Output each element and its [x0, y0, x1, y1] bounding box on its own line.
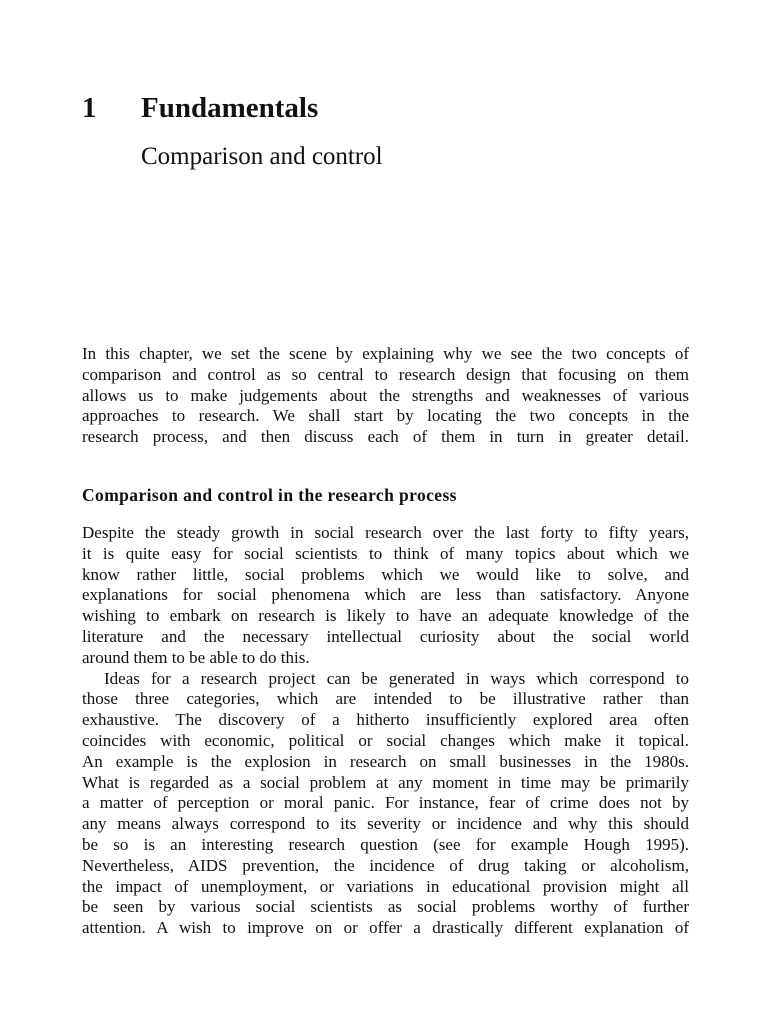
paragraph-line: exhaustive. The discovery of a hitherto insufficiently explored area often: [82, 710, 689, 730]
paragraph-line: explanations for social phenomena which are less than satisfactory. Anyone: [82, 585, 689, 605]
paragraph-line: know rather little, social problems which we would like to solve, and: [82, 564, 689, 584]
intro-paragraph: [82, 344, 689, 448]
paragraph-line: An example is the explosion in research on small businesses in the 1980s.: [82, 751, 689, 771]
intro-line: comparison and control as so central to research design that focusing on them: [82, 364, 689, 384]
paragraph-line: literature and the necessary intellectual curiosity about the social world: [82, 626, 689, 646]
paragraph-line: attention. A wish to improve on or offer a drastically different explanation of: [82, 918, 689, 938]
chapter-heading: [82, 88, 682, 128]
intro-line: allows us to make judgements about the strengths and weaknesses of various: [82, 385, 689, 405]
paragraph-line: be so is an interesting research question (see for example Hough 1995).: [82, 834, 689, 854]
paragraph-1: [82, 523, 689, 669]
chapter-title: Fundamentals: [141, 92, 319, 124]
paragraph-line: Nevertheless, AIDS prevention, the incidence of drug taking or alcoholism,: [82, 855, 689, 875]
paragraph-line: the impact of unemployment, or variations in educational provision might all: [82, 876, 689, 896]
paragraph-line: around them to be able to do this.: [82, 647, 310, 667]
intro-line: In this chapter, we set the scene by explaining why we see the two concepts of: [82, 344, 689, 363]
paragraph-line: What is regarded as a social problem at any moment in time may be primarily: [82, 772, 689, 792]
paragraph-line: a matter of perception or moral panic. For instance, fear of crime does not by: [82, 793, 689, 813]
paragraph-line: coincides with economic, political or social changes which make it topical.: [82, 730, 689, 750]
section-heading: Comparison and control in the research process: [82, 485, 457, 505]
body-text: [82, 523, 689, 939]
chapter-subtitle: Comparison and control: [141, 143, 383, 170]
paragraph-line: Ideas for a research project can be generated in ways which correspond to: [104, 668, 689, 688]
paragraph-line: be seen by various social scientists as social problems worthy of further: [82, 897, 689, 917]
paragraph-2: [82, 669, 689, 939]
paragraph-line: Despite the steady growth in social research over the last forty to fifty years,: [82, 523, 689, 542]
intro-line: research process, and then discuss each of them in turn in greater detail.: [82, 427, 689, 447]
paragraph-line: any means always correspond to its severity or incidence and why this should: [82, 814, 689, 834]
chapter-number: 1: [82, 92, 97, 124]
intro-line: approaches to research. We shall start by locating the two concepts in the: [82, 406, 689, 426]
paragraph-line: it is quite easy for social scientists to think of many topics about which we: [82, 543, 689, 563]
paragraph-line: those three categories, which are intended to be illustrative rather than: [82, 689, 689, 709]
paragraph-line: wishing to embark on research is likely to have an adequate knowledge of the: [82, 606, 689, 626]
